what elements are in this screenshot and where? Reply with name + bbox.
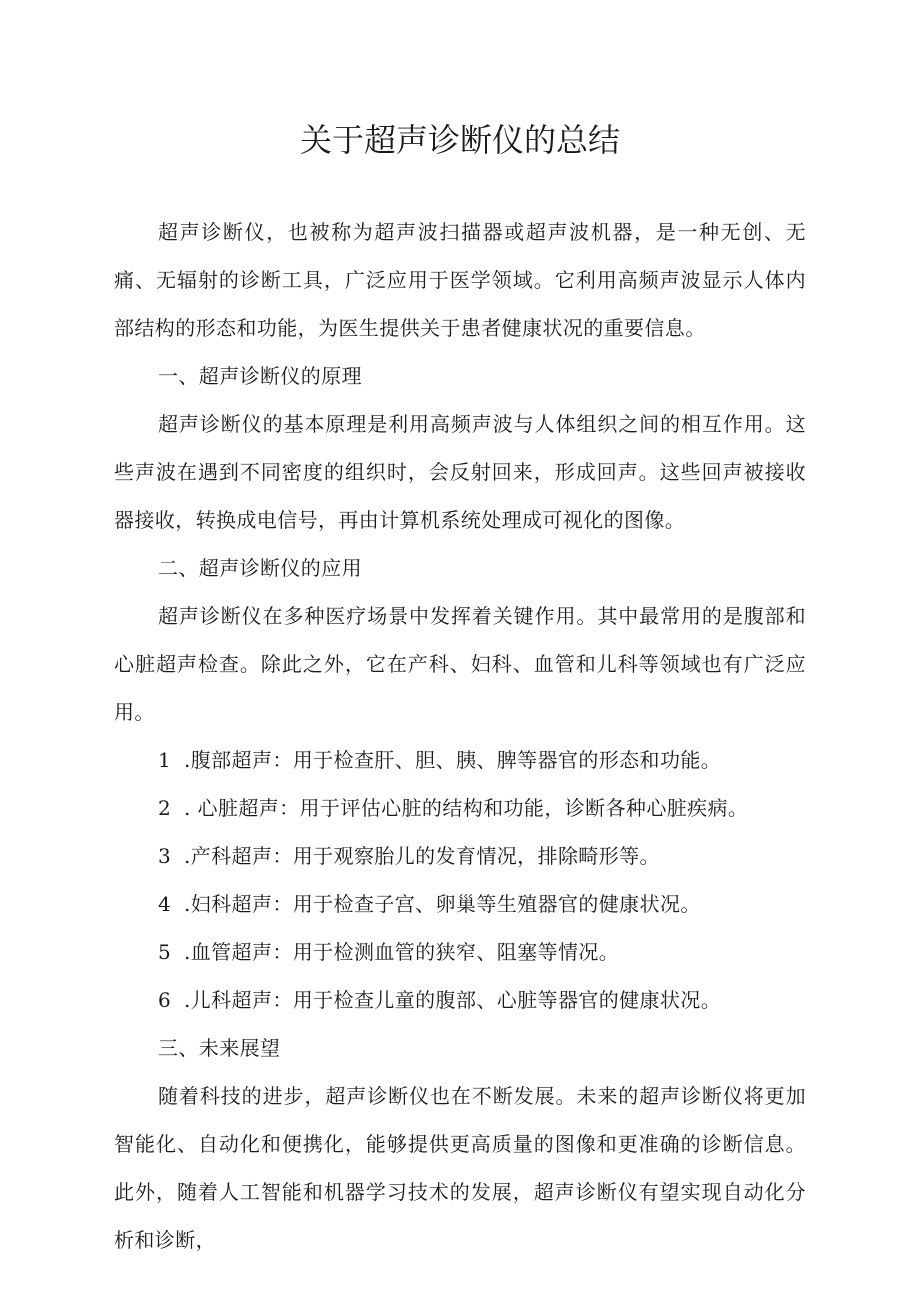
page-title: 关于超声诊断仪的总结: [299, 121, 620, 159]
list-item-number: 5: [158, 940, 172, 964]
list-item: [114, 928, 806, 976]
list-item-number: 3: [158, 844, 172, 868]
list-item-text: .血管超声：用于检测血管的狭窄、阻塞等情况。: [184, 940, 620, 964]
list-item-number: 6: [158, 988, 172, 1012]
list-item: [114, 784, 806, 832]
outlook-paragraph: 随着科技的进步，超声诊断仪也在不断发展。未来的超声诊断仪将更加智能化、自动化和便携化，能够提供更高质量的图像和更准确的诊断信息。此外，随着人工智能和机器学习技术的发展，超声诊断仪有望实现自动化分析和诊断，: [114, 1084, 806, 1252]
list-item: [114, 832, 806, 880]
list-item-number: 4: [158, 892, 172, 916]
list-item: [114, 976, 806, 1024]
list-item-text: .妇科超声：用于检查子宫、卵巢等生殖器官的健康状况。: [184, 892, 701, 916]
list-item-text: .腹部超声：用于检查肝、胆、胰、脾等器官的形态和功能。: [184, 748, 722, 772]
document-body: [114, 208, 806, 1264]
list-item: [114, 880, 806, 928]
principle-paragraph: 超声诊断仪的基本原理是利用高频声波与人体组织之间的相互作用。这些声波在遇到不同密度的组织时，会反射回来，形成回声。这些回声被接收器接收，转换成电信号，再由计算机系统处理成可视化的图像。: [114, 412, 806, 532]
list-item-number: 2: [158, 796, 172, 820]
section-heading-outlook: 三、未来展望: [158, 1036, 281, 1060]
list-item-text: .儿科超声：用于检查儿童的腹部、心脏等器官的健康状况。: [184, 988, 722, 1012]
list-item: [114, 736, 806, 784]
list-item-text: . 心脏超声：用于评估心脏的结构和功能，诊断各种心脏疾病。: [184, 796, 749, 820]
list-item-text: .产科超声：用于观察胎儿的发育情况，排除畸形等。: [184, 844, 660, 868]
list-item-number: 1: [158, 748, 172, 772]
intro-paragraph: 超声诊断仪，也被称为超声波扫描器或超声波机器，是一种无创、无痛、无辐射的诊断工具，广泛应用于医学领域。它利用高频声波显示人体内部结构的形态和功能，为医生提供关于患者健康状况的重要信息。: [114, 220, 806, 340]
application-paragraph: 超声诊断仪在多种医疗场景中发挥着关键作用。其中最常用的是腹部和心脏超声检查。除此之外，它在产科、妇科、血管和儿科等领域也有广泛应用。: [114, 604, 806, 724]
section-heading-principle: 一、超声诊断仪的原理: [158, 364, 362, 388]
section-heading-application: 二、超声诊断仪的应用: [158, 556, 362, 580]
